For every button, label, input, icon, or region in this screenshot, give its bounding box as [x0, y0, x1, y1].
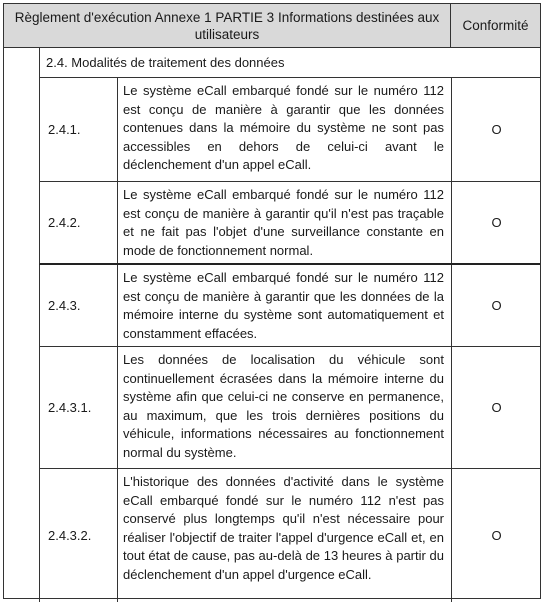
- table-row: [39, 265, 540, 347]
- row-number: 2.4.1.: [40, 78, 118, 181]
- row-text: Le système eCall embarqué fondé sur le numéro 112 est conçu de manière à garantir que les données contenues dans la mémoire du système ne sont pas accessibles en dehors de celui-ci avant le déclenchement d'un appel eCall.: [118, 78, 452, 181]
- row-conformity: O: [491, 215, 502, 230]
- table-row: [39, 347, 540, 469]
- header-title: Règlement d'exécution Annexe 1 PARTIE 3 Informations destinées aux utilisateurs: [4, 4, 451, 47]
- requirements-table: [3, 3, 541, 599]
- row-conformity: O: [491, 528, 502, 543]
- table-row: [39, 469, 540, 602]
- row-text: Le système eCall embarqué fondé sur le numéro 112 est conçu de manière à garantir qu'il n'est pas traçable et ne fait pas l'objet d'une surveillance constante en mode de fonctionnement normal.: [118, 182, 452, 263]
- row-conformity: O: [491, 298, 502, 313]
- header-conformity: Conformité: [462, 18, 529, 33]
- row-number: 2.4.3.: [40, 265, 118, 346]
- row-conformity: O: [491, 122, 502, 137]
- row-conformity: O: [491, 400, 502, 415]
- row-number: 2.4.3.2.: [40, 469, 118, 602]
- row-text: Les données de localisation du véhicule sont continuellement écrasées dans la mémoire interne du système afin que celui-ci ne conserve en permanence, au maximum, que les trois dernières positions du véhicule, informations nécessaires au fonctionnement normal du système.: [118, 347, 452, 468]
- row-text: L'historique des données d'activité dans le système eCall embarqué fondé sur le numéro 112 n'est pas conservé plus longtemps qu'il n'est nécessaire pour réaliser l'objectif de traiter l'appel d'urgence eCall et, en tout état de cause, pas au-delà de 13 heures à partir du déclenchement d'un appel d'urgence eCall.: [118, 469, 452, 602]
- row-number: 2.4.2.: [40, 182, 118, 263]
- section-title: 2.4. Modalités de traitement des données: [39, 48, 540, 78]
- table-body: [39, 78, 540, 602]
- row-number: 2.4.3.1.: [40, 347, 118, 468]
- table-header: [4, 4, 540, 48]
- row-text: Le système eCall embarqué fondé sur le numéro 112 est conçu de manière à garantir que les données de la mémoire interne du système sont automatiquement et constamment effacées.: [118, 265, 452, 346]
- table-row: [39, 182, 540, 265]
- table-row: [39, 78, 540, 182]
